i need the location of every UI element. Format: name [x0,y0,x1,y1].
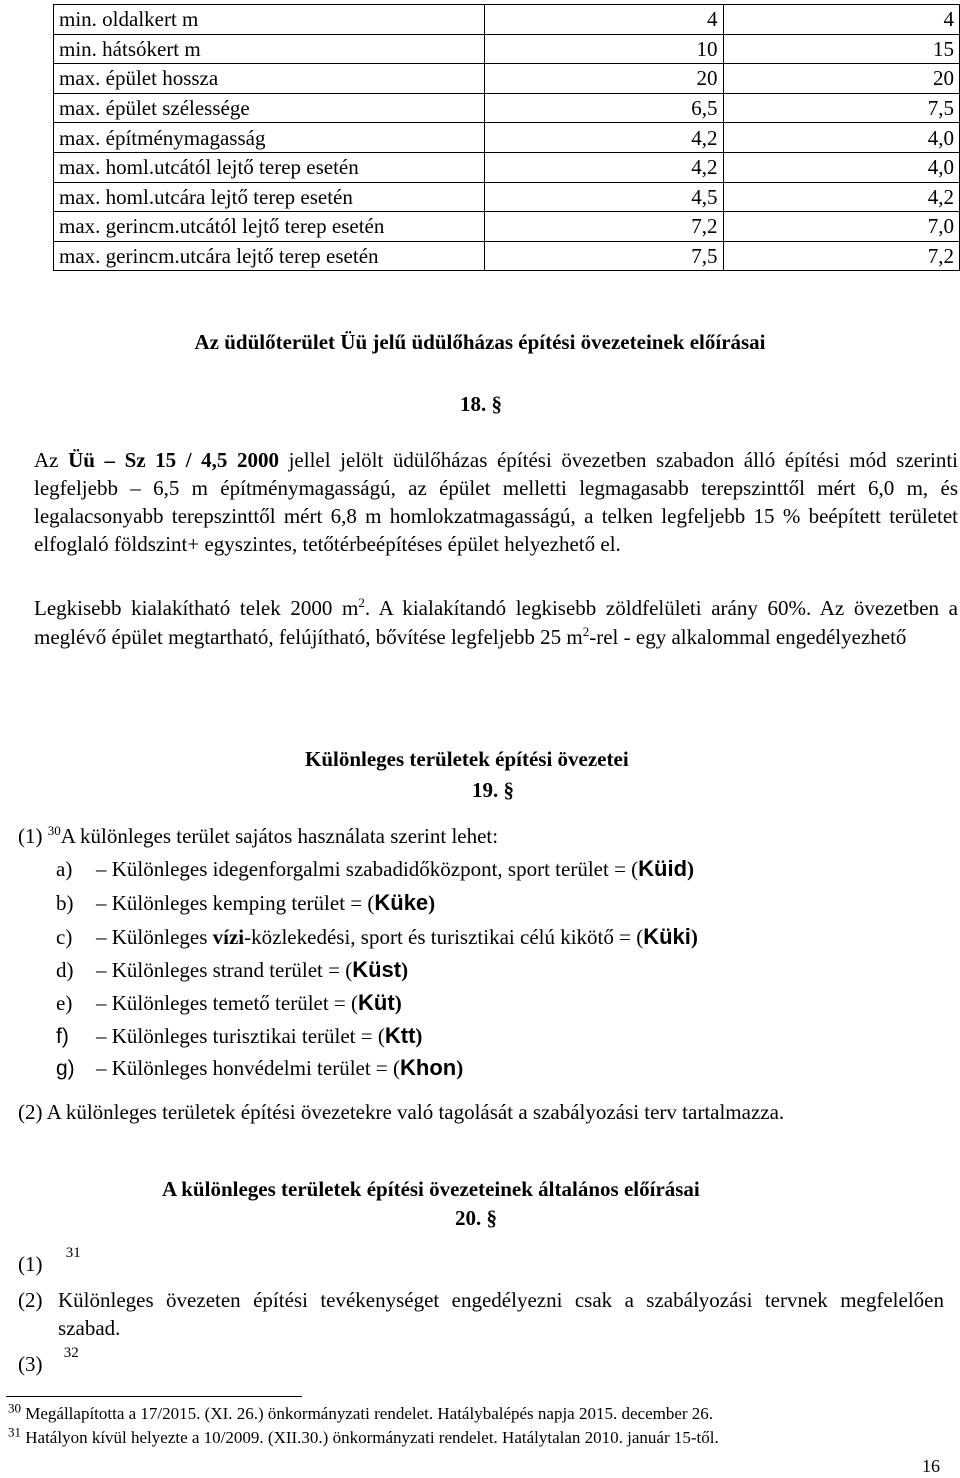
section-20-number: 20. § [455,1206,497,1230]
list-item-paren: ) [690,925,698,949]
list-item-text: -közlekedési, sport és turisztikai célú kikötő = ( [244,925,644,949]
table-row [54,123,960,153]
list-item-paren: ) [428,891,436,915]
section-20-paragraph-1: (1) $^{31}$ [18,1245,81,1276]
zone-code: Khon [400,1055,457,1080]
table-cell-value: 4,2 [485,152,723,182]
section-18-paragraph-2: Legkisebb kialakítható telek 2000 $m^2$. A kialakítandó legkisebb zöldfelületi arány 60%. Az övezetben a meglévő épület megtartható, felújítható, bővítése legfeljebb 25 $m^2$-rel - egy alkalommal engedélyezhető [34,595,958,649]
list-item-letter: a) [56,857,73,881]
section-19-heading: Különleges területek építési övezetei [305,747,629,771]
list-item-paren: ) [456,1056,464,1080]
list-item-letter: g) [56,1057,75,1080]
table-cell-value: 4,0 [723,123,959,153]
section-number: 18. [460,392,487,416]
section-20-paragraph-3: (3) $^{32}$ [18,1345,79,1376]
list-item-text: – Különleges [96,925,213,949]
section-18-paragraph-1: Az Üü – Sz 15 / 4,5 2000 jellel jelölt üdülőházas építési övezetben szabadon álló építési mód szerinti legfeljebb – 6,5 m építménymagasságú, az épület melletti legmagasabb terepszinttől mért 6,0 m, és legalacsonyabb terepszinttől mért 6,8 m homlokzatmagasságú, a telken legfeljebb 15 % beépített területet elfoglaló földszint+ egyszintes, tetőtérbeépítéses épület helyezhető el. [34,448,958,556]
table-cell-label: min. oldalkert m [54,5,485,35]
footnote-separator [6,1396,302,1397]
table-cell-value: 7,2 [723,241,959,271]
table-cell-label: max. gerincm.utcától lejtő terep esetén [54,212,485,242]
list-item-paren: ) [415,1024,423,1048]
list-item [56,1055,463,1081]
section-18-number [460,392,502,417]
paragraph-sign: § [491,392,502,416]
table-cell-label: max. épület hossza [54,64,485,94]
section-19-number: 19. § [472,778,514,802]
table-cell-value: 4,2 [723,182,959,212]
table-cell-label: max. homl.utcától lejtő terep esetén [54,152,485,182]
zone-list [56,856,936,1096]
list-item-paren: ) [401,958,409,982]
list-item-letter: f) [56,1025,69,1048]
list-item-letter: d) [56,958,74,982]
list-item [56,990,402,1016]
zone-code: Üü – Sz 15 / 4,5 2000 [68,448,280,472]
list-item-text: – Különleges turisztikai terület = ( [96,1024,385,1048]
section-18-heading: Az üdülőterület Üü jelű üdülőházas építési övezeteinek előírásai [194,330,766,354]
table-row [54,93,960,123]
section-19-paragraph-1: (1) $^{30}$A különleges terület sajátos használata szerint lehet: [18,823,499,848]
table-cell-value: 15 [723,34,959,64]
zone-code: Küke [374,890,429,915]
table-cell-value: 6,5 [485,93,723,123]
table-cell-value: 20 [485,64,723,94]
table-cell-value: 4 [485,5,723,35]
zone-code: Küt [358,990,395,1015]
section-19-paragraph-2: (2) A különleges területek építési övezetekre való tagolását a szabályozási terv tartalmazza. [18,1100,785,1124]
footnote-31: $^{31}$ Hatályon kívül helyezte a 10/2009. (XII.30.) önkormányzati rendelet. Hatálytalan 2010. január 15-től. [8,1424,719,1447]
table-cell-value: 4,5 [485,182,723,212]
section-20-paragraph-2-number: (2) [18,1288,43,1312]
parameter-table [53,4,960,271]
zone-code: Ktt [384,1023,416,1048]
zone-code: Küid [638,856,688,881]
table-cell-value: 10 [485,34,723,64]
table-row [54,34,960,64]
zone-code: Küst [352,957,402,982]
table-cell-value: 7,0 [723,212,959,242]
table-cell-label: max. épület szélessége [54,93,485,123]
list-item [56,924,698,950]
table-cell-label: min. hátsókert m [54,34,485,64]
table-cell-value: 4 [723,5,959,35]
list-item [56,1023,422,1049]
list-item-text: – Különleges idegenforgalmi szabadidőközpont, sport terület = ( [96,857,639,881]
table-cell-value: 7,5 [485,241,723,271]
list-item-letter: e) [56,991,73,1015]
table-row [54,241,960,271]
section-20-heading: A különleges területek építési övezeteinek általános előírásai [162,1177,700,1201]
list-item [56,957,408,983]
table-row [54,64,960,94]
table-row [54,212,960,242]
table-cell-value: 20 [723,64,959,94]
table-row [54,5,960,35]
table-cell-value: 7,2 [485,212,723,242]
table-cell-label: max. gerincm.utcára lejtő terep esetén [54,241,485,271]
table-cell-label: max. építménymagasság [54,123,485,153]
section-20-paragraph-2: Különleges övezeten építési tevékenységet engedélyezni csak a szabályozási tervnek megfelelően szabad. [58,1288,944,1340]
list-item-text: – Különleges honvédelmi terület = ( [96,1056,401,1080]
list-item [56,890,435,916]
list-item-letter: b) [56,891,74,915]
table-row [54,152,960,182]
list-item-emphasis: vízi [212,925,245,949]
table-cell-label: max. homl.utcára lejtő terep esetén [54,182,485,212]
list-item-letter: c) [56,925,73,949]
list-item [56,856,694,882]
list-item-paren: ) [394,991,402,1015]
table-row [54,182,960,212]
table-cell-value: 4,0 [723,152,959,182]
table-cell-value: 7,5 [723,93,959,123]
page-number: 16 [922,1456,940,1476]
list-item-text: – Különleges strand terület = ( [96,958,353,982]
zone-code: Küki [643,924,691,949]
footnote-30: $^{30}$ Megállapította a 17/2015. (XI. 26.) önkormányzati rendelet. Hatálybalépés napja 2015. december 26. [8,1400,714,1423]
list-item-text: – Különleges kemping terület = ( [96,891,375,915]
list-item-paren: ) [687,857,695,881]
table-cell-value: 4,2 [485,123,723,153]
list-item-text: – Különleges temető terület = ( [96,991,359,1015]
